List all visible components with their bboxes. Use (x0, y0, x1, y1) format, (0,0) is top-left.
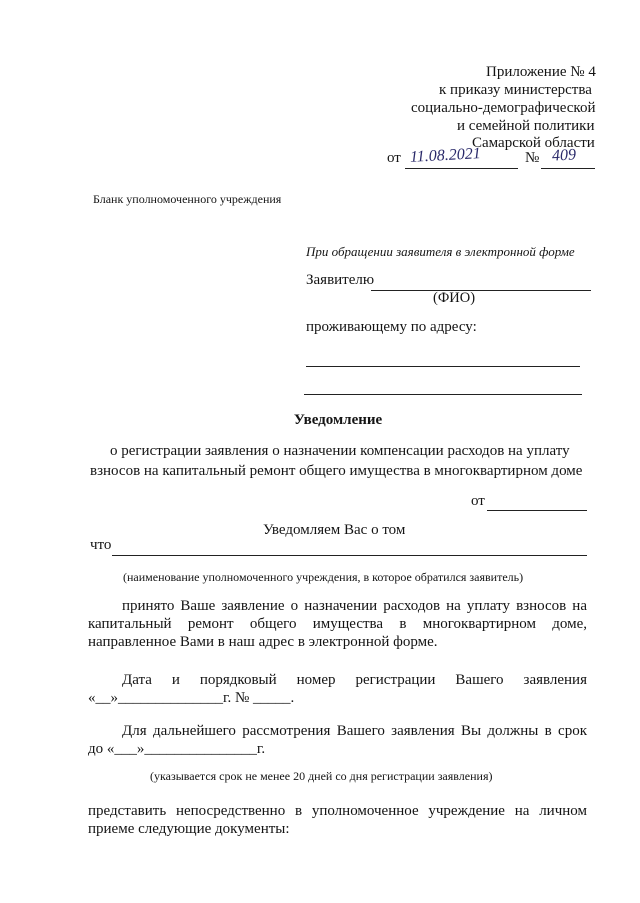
subtitle-line-2: взносов на капитальный ремонт общего имущества в многоквартирном доме (90, 463, 583, 479)
paragraph2-line-1: Дата и порядковый номер регистрации Вашего заявления (122, 672, 587, 688)
notify-that: что (90, 537, 112, 553)
from-date-line[interactable] (487, 510, 587, 511)
fio-caption: (ФИО) (433, 290, 476, 306)
appendix-line-2: к приказу министерства (439, 82, 592, 98)
institution-name-line[interactable] (112, 555, 587, 556)
appendix-number-prefix: № (525, 150, 540, 166)
deadline-caption: (указывается срок не менее 20 дней со дня регистрации заявления) (150, 769, 493, 783)
document-title: Уведомление (293, 412, 383, 428)
notify-heading: Уведомляем Вас о том (263, 522, 406, 538)
applicant-name-line[interactable] (371, 290, 591, 291)
paragraph1-line-2: капитальный ремонт общего имущества в многоквартирном доме, (88, 616, 587, 632)
address-label: проживающему по адресу: (306, 319, 477, 335)
electronic-form-note: При обращении заявителя в электронной форме (306, 244, 575, 259)
appendix-date-handwritten: 11.08.2021 (409, 145, 482, 166)
paragraph4-line-2: приеме следующие документы: (88, 821, 290, 837)
appendix-number-handwritten: 409 (551, 146, 577, 165)
appendix-line-3: социально-демографической (411, 100, 596, 116)
appendix-line-1: Приложение № 4 (486, 64, 596, 80)
paragraph2-line-2: «__»______________г. № _____. (88, 690, 295, 706)
from-label: от (471, 493, 485, 509)
appendix-date-underline (405, 168, 518, 169)
address-line-1[interactable] (306, 366, 580, 367)
paragraph3-line-1: Для дальнейшего рассмотрения Вашего заявления Вы должны в срок (122, 723, 587, 739)
blank-label: Бланк уполномоченного учреждения (93, 192, 282, 206)
appendix-date-prefix: от (387, 150, 401, 166)
appendix-line-5: Самарской области (472, 135, 595, 151)
address-line-2[interactable] (304, 394, 582, 395)
appendix-number-underline (541, 168, 595, 169)
paragraph4-line-1: представить непосредственно в уполномоченное учреждение на личном (88, 803, 587, 819)
institution-caption: (наименование уполномоченного учреждения, в которое обратился заявитель) (123, 570, 524, 584)
subtitle-line-1: о регистрации заявления о назначении компенсации расходов на уплату (110, 443, 570, 459)
paragraph1-line-3: направленное Вами в наш адрес в электронной форме. (88, 634, 438, 650)
appendix-line-4: и семейной политики (457, 118, 595, 134)
paragraph3-line-2: до «___»_______________г. (88, 741, 266, 757)
applicant-label: Заявителю (306, 272, 375, 288)
paragraph1-line-1: принято Ваше заявление о назначении расходов на уплату взносов на (122, 598, 587, 614)
